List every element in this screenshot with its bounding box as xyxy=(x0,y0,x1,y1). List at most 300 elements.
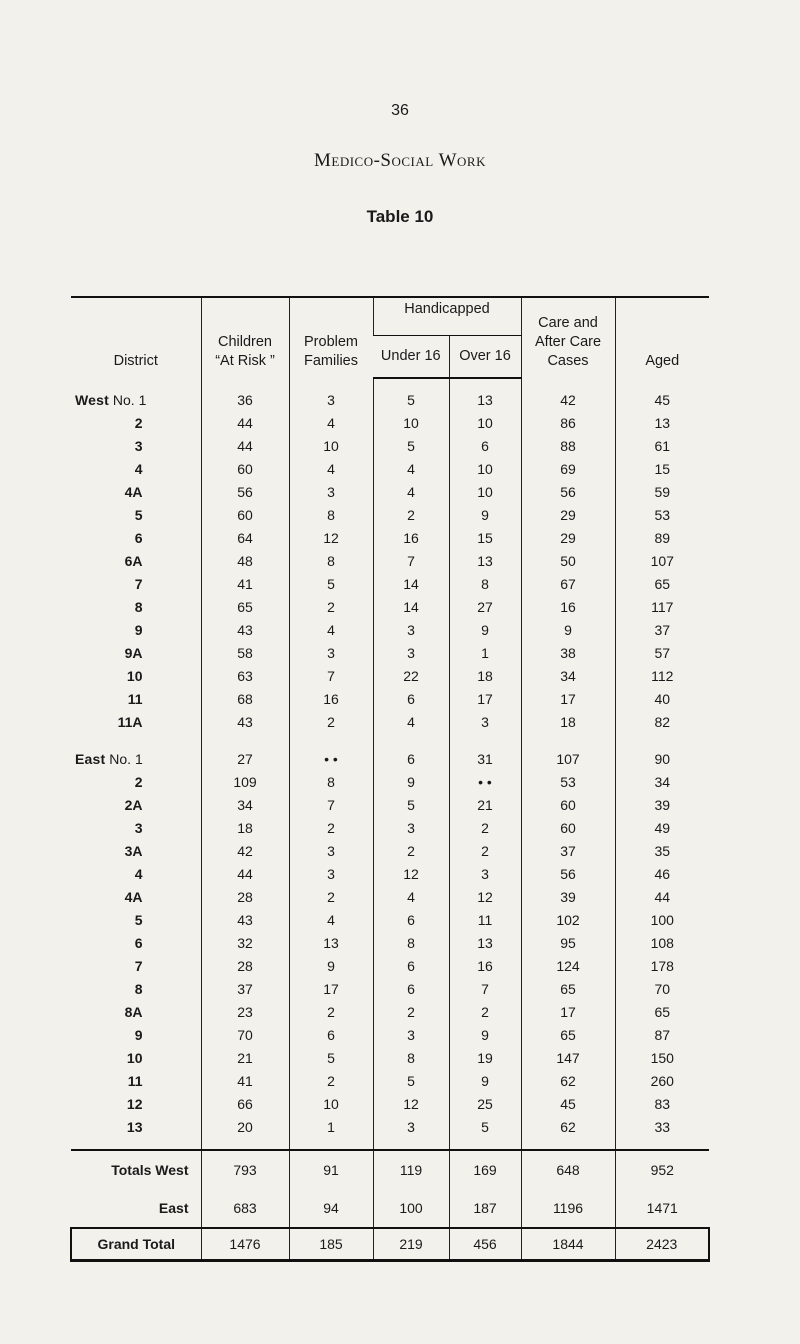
east-district-row xyxy=(71,1070,709,1093)
cell-care: 65 xyxy=(521,978,615,1001)
cell-aged: 112 xyxy=(615,665,709,688)
cell-over16: 3 xyxy=(449,711,521,734)
cell-problem: 8 xyxy=(289,550,373,573)
cell-under16: 4 xyxy=(373,481,449,504)
cell-problem: 5 xyxy=(289,1047,373,1070)
cell-district: 12 xyxy=(126,1096,143,1112)
table-title: Table 10 xyxy=(366,207,434,226)
cell-under16: 4 xyxy=(373,458,449,481)
cell-district: 13 xyxy=(126,1119,143,1135)
cell-aged: 178 xyxy=(615,955,709,978)
west-district-row xyxy=(71,435,709,458)
cell-district: 11 xyxy=(127,691,143,707)
cell-over16: 16 xyxy=(449,955,521,978)
totals-east-under16: 100 xyxy=(373,1189,449,1228)
cell-problem: 7 xyxy=(289,794,373,817)
cell-aged: 70 xyxy=(615,978,709,1001)
cell-children: 63 xyxy=(201,665,289,688)
cell-care: 29 xyxy=(521,504,615,527)
cell-problem: 12 xyxy=(289,527,373,550)
cell-problem: 3 xyxy=(289,863,373,886)
cell-over16: 2 xyxy=(449,1001,521,1024)
cell-under16: 3 xyxy=(373,817,449,840)
cell-aged: 65 xyxy=(615,573,709,596)
east-region-label: East xyxy=(75,751,106,767)
cell-children: 60 xyxy=(201,504,289,527)
cell-aged: 117 xyxy=(615,596,709,619)
west-district-row xyxy=(71,527,709,550)
cell-over16: 9 xyxy=(449,504,521,527)
header-handicapped: Handicapped xyxy=(373,297,521,336)
cell-district: 4 xyxy=(134,866,143,882)
cell-children: 48 xyxy=(201,550,289,573)
cell-aged: 83 xyxy=(615,1093,709,1116)
cell-care: 102 xyxy=(521,909,615,932)
totals-west-care: 648 xyxy=(521,1150,615,1189)
cell-problem: 4 xyxy=(289,458,373,481)
cell-care: 53 xyxy=(521,771,615,794)
grand-total-over16: 456 xyxy=(449,1228,521,1261)
cell-under16: 3 xyxy=(373,642,449,665)
cell-district: 2 xyxy=(134,415,143,431)
cell-children: 56 xyxy=(201,481,289,504)
west-district-row xyxy=(71,711,709,734)
cell-care: 107 xyxy=(521,748,615,771)
cell-care: 56 xyxy=(521,863,615,886)
cell-district: 10 xyxy=(126,668,143,684)
cell-district: 3 xyxy=(134,438,143,454)
cell-over16: 10 xyxy=(449,458,521,481)
cell-over16: 9 xyxy=(449,1024,521,1047)
cell-over16: 13 xyxy=(449,389,521,412)
cell-children: 43 xyxy=(201,619,289,642)
cell-children: 41 xyxy=(201,1070,289,1093)
cell-care: 56 xyxy=(521,481,615,504)
header-children-at-risk xyxy=(201,297,289,378)
cell-district: 2 xyxy=(134,774,143,790)
east-district-row xyxy=(71,932,709,955)
cell-children: 109 xyxy=(201,771,289,794)
header-care-line2: After Care xyxy=(534,334,602,350)
cell-care: 60 xyxy=(521,817,615,840)
cell-under16: 4 xyxy=(373,886,449,909)
cell-care: 29 xyxy=(521,527,615,550)
cell-district: 4A xyxy=(124,484,143,500)
west-district-row xyxy=(71,550,709,573)
east-district-row xyxy=(71,886,709,909)
east-district-row xyxy=(71,1024,709,1047)
cell-problem: 2 xyxy=(289,1001,373,1024)
district-number: No. 1 xyxy=(109,751,143,767)
cell-problem: 3 xyxy=(289,642,373,665)
cell-care: 16 xyxy=(521,596,615,619)
cell-problem: 10 xyxy=(289,435,373,458)
cell-care: 42 xyxy=(521,389,615,412)
cell-aged: 61 xyxy=(615,435,709,458)
cell-aged: 90 xyxy=(615,748,709,771)
cell-over16: 19 xyxy=(449,1047,521,1070)
document-title: Medico-Social Work xyxy=(313,150,486,171)
cell-problem: 8 xyxy=(289,771,373,794)
cell-under16: 22 xyxy=(373,665,449,688)
cell-over16: 10 xyxy=(449,412,521,435)
cell-over16: 15 xyxy=(449,527,521,550)
east-district-row xyxy=(71,955,709,978)
cell-over16: 9 xyxy=(449,619,521,642)
cell-over16: 8 xyxy=(449,573,521,596)
cell-district: 10 xyxy=(126,1050,143,1066)
cell-problem: 13 xyxy=(289,932,373,955)
west-district-row xyxy=(71,481,709,504)
totals-east-over16: 187 xyxy=(449,1189,521,1228)
cell-problem: 9 xyxy=(289,955,373,978)
cell-care: 69 xyxy=(521,458,615,481)
cell-problem: 5 xyxy=(289,573,373,596)
cell-under16: 12 xyxy=(373,1093,449,1116)
cell-over16: 1 xyxy=(449,642,521,665)
cell-aged: 39 xyxy=(615,794,709,817)
cell-district: 8 xyxy=(134,599,143,615)
cell-under16: 6 xyxy=(373,978,449,1001)
header-children-line2: “At Risk ” xyxy=(215,353,275,369)
cell-under16: 2 xyxy=(373,840,449,863)
east-district-row xyxy=(71,863,709,886)
totals-west-children: 793 xyxy=(201,1150,289,1189)
cell-under16: 6 xyxy=(373,955,449,978)
totals-west-over16: 169 xyxy=(449,1150,521,1189)
cell-children: 34 xyxy=(201,794,289,817)
cell-under16: 7 xyxy=(373,550,449,573)
cell-district xyxy=(71,389,201,412)
cell-under16: 5 xyxy=(373,389,449,412)
cell-aged: 35 xyxy=(615,840,709,863)
cell-care: 17 xyxy=(521,1001,615,1024)
cell-under16: 6 xyxy=(373,688,449,711)
east-district-row xyxy=(71,978,709,1001)
west-district-row xyxy=(71,389,709,412)
cell-under16: 9 xyxy=(373,771,449,794)
grand-total-row xyxy=(71,1228,709,1261)
cell-over16: 2 xyxy=(449,817,521,840)
cell-aged: 89 xyxy=(615,527,709,550)
west-district-row xyxy=(71,596,709,619)
east-district-row xyxy=(71,748,709,771)
header-care-line1: Care and xyxy=(538,315,598,331)
cell-children: 44 xyxy=(201,435,289,458)
cell-children: 42 xyxy=(201,840,289,863)
east-district-row xyxy=(71,794,709,817)
cell-aged: 49 xyxy=(615,817,709,840)
header-problem-line2: Families xyxy=(304,353,358,369)
cell-over16: 21 xyxy=(449,794,521,817)
table-totals xyxy=(71,1150,709,1261)
grand-total-under16: 219 xyxy=(373,1228,449,1261)
cell-care: 62 xyxy=(521,1116,615,1139)
cell-over16: 3 xyxy=(449,863,521,886)
cell-children: 36 xyxy=(201,389,289,412)
cell-children: 60 xyxy=(201,458,289,481)
cell-problem: 6 xyxy=(289,1024,373,1047)
totals-west-label: Totals West xyxy=(71,1150,201,1189)
cell-care: 124 xyxy=(521,955,615,978)
cell-care: 65 xyxy=(521,1024,615,1047)
cell-care: 50 xyxy=(521,550,615,573)
cell-aged: 100 xyxy=(615,909,709,932)
west-district-row xyxy=(71,573,709,596)
cell-under16: 14 xyxy=(373,573,449,596)
cell-district: 7 xyxy=(134,958,143,974)
totals-east-children: 683 xyxy=(201,1189,289,1228)
cell-aged: 34 xyxy=(615,771,709,794)
cell-problem: 3 xyxy=(289,389,373,412)
cell-children: 68 xyxy=(201,688,289,711)
cell-care: 86 xyxy=(521,412,615,435)
west-district-row xyxy=(71,504,709,527)
cell-children: 41 xyxy=(201,573,289,596)
totals-east-row xyxy=(71,1189,709,1228)
cell-over16: 7 xyxy=(449,978,521,1001)
cell-district: 9 xyxy=(134,1027,143,1043)
cell-under16: 3 xyxy=(373,1116,449,1139)
cell-over16: 18 xyxy=(449,665,521,688)
grand-total-aged: 2423 xyxy=(615,1228,709,1261)
cell-care: 45 xyxy=(521,1093,615,1116)
cell-problem: 8 xyxy=(289,504,373,527)
cell-children: 65 xyxy=(201,596,289,619)
cell-over16: • • xyxy=(449,771,521,794)
east-district-row xyxy=(71,909,709,932)
cell-aged: 59 xyxy=(615,481,709,504)
west-district-row xyxy=(71,665,709,688)
cell-under16: 3 xyxy=(373,619,449,642)
cell-problem: 4 xyxy=(289,909,373,932)
grand-total-label: Grand Total xyxy=(71,1228,201,1261)
totals-east-label: East xyxy=(158,1200,189,1216)
cell-care: 38 xyxy=(521,642,615,665)
cell-problem: 3 xyxy=(289,840,373,863)
cell-children: 66 xyxy=(201,1093,289,1116)
cell-over16: 5 xyxy=(449,1116,521,1139)
cell-district: 8 xyxy=(134,981,143,997)
cell-care: 95 xyxy=(521,932,615,955)
cell-aged: 108 xyxy=(615,932,709,955)
east-district-row xyxy=(71,840,709,863)
cell-problem: 2 xyxy=(289,1070,373,1093)
cell-district: 6 xyxy=(134,530,143,546)
cell-over16: 11 xyxy=(449,909,521,932)
cell-over16: 13 xyxy=(449,932,521,955)
cell-children: 44 xyxy=(201,863,289,886)
cell-aged: 150 xyxy=(615,1047,709,1070)
cell-problem: • • xyxy=(289,748,373,771)
cell-problem: 2 xyxy=(289,817,373,840)
cell-under16: 8 xyxy=(373,1047,449,1070)
cell-over16: 6 xyxy=(449,435,521,458)
cell-care: 17 xyxy=(521,688,615,711)
cell-children: 44 xyxy=(201,412,289,435)
cell-district: 6 xyxy=(134,935,143,951)
cell-district: 6A xyxy=(124,553,143,569)
cell-children: 70 xyxy=(201,1024,289,1047)
cell-over16: 25 xyxy=(449,1093,521,1116)
cell-aged: 37 xyxy=(615,619,709,642)
east-district-row xyxy=(71,1001,709,1024)
totals-east-problem: 94 xyxy=(289,1189,373,1228)
cell-district: 3A xyxy=(124,843,143,859)
cell-children: 21 xyxy=(201,1047,289,1070)
cell-under16: 8 xyxy=(373,932,449,955)
cell-over16: 9 xyxy=(449,1070,521,1093)
cell-under16: 5 xyxy=(373,794,449,817)
cell-district: 9 xyxy=(134,622,143,638)
table-header xyxy=(71,297,709,378)
cell-aged: 33 xyxy=(615,1116,709,1139)
cell-children: 37 xyxy=(201,978,289,1001)
cell-district: 9A xyxy=(124,645,143,661)
west-district-row xyxy=(71,458,709,481)
cell-district: 4A xyxy=(124,889,143,905)
west-district-row xyxy=(71,412,709,435)
cell-aged: 65 xyxy=(615,1001,709,1024)
cell-district: 3 xyxy=(134,820,143,836)
cell-aged: 57 xyxy=(615,642,709,665)
cell-problem: 3 xyxy=(289,481,373,504)
header-aged: Aged xyxy=(615,297,709,378)
cell-care: 147 xyxy=(521,1047,615,1070)
grand-total-children: 1476 xyxy=(201,1228,289,1261)
page-number: 36 xyxy=(391,102,409,119)
totals-west-problem: 91 xyxy=(289,1150,373,1189)
cell-problem: 10 xyxy=(289,1093,373,1116)
cell-aged: 260 xyxy=(615,1070,709,1093)
totals-east-aged: 1471 xyxy=(615,1189,709,1228)
totals-west-aged: 952 xyxy=(615,1150,709,1189)
cell-under16: 2 xyxy=(373,1001,449,1024)
medico-social-table xyxy=(70,296,710,1262)
cell-over16: 31 xyxy=(449,748,521,771)
cell-aged: 40 xyxy=(615,688,709,711)
header-under-16: Under 16 xyxy=(373,336,449,379)
cell-problem: 7 xyxy=(289,665,373,688)
cell-children: 32 xyxy=(201,932,289,955)
cell-under16: 16 xyxy=(373,527,449,550)
cell-children: 28 xyxy=(201,886,289,909)
cell-children: 64 xyxy=(201,527,289,550)
cell-over16: 13 xyxy=(449,550,521,573)
grand-total-problem: 185 xyxy=(289,1228,373,1261)
cell-district: 2A xyxy=(124,797,143,813)
cell-over16: 27 xyxy=(449,596,521,619)
cell-under16: 12 xyxy=(373,863,449,886)
totals-east-care: 1196 xyxy=(521,1189,615,1228)
cell-district: 11A xyxy=(117,714,143,730)
cell-problem: 4 xyxy=(289,412,373,435)
cell-children: 27 xyxy=(201,748,289,771)
east-district-row xyxy=(71,771,709,794)
cell-care: 34 xyxy=(521,665,615,688)
table-body xyxy=(71,378,709,1150)
header-problem-line1: Problem xyxy=(304,334,358,350)
east-district-row xyxy=(71,1116,709,1139)
cell-problem: 1 xyxy=(289,1116,373,1139)
cell-care: 37 xyxy=(521,840,615,863)
cell-under16: 6 xyxy=(373,748,449,771)
header-children-line1: Children xyxy=(218,334,272,350)
cell-aged: 107 xyxy=(615,550,709,573)
cell-care: 88 xyxy=(521,435,615,458)
cell-children: 43 xyxy=(201,711,289,734)
east-district-row xyxy=(71,817,709,840)
cell-children: 20 xyxy=(201,1116,289,1139)
cell-aged: 87 xyxy=(615,1024,709,1047)
cell-problem: 4 xyxy=(289,619,373,642)
cell-over16: 10 xyxy=(449,481,521,504)
cell-care: 60 xyxy=(521,794,615,817)
west-district-row xyxy=(71,642,709,665)
cell-aged: 82 xyxy=(615,711,709,734)
cell-district: 5 xyxy=(134,912,143,928)
cell-care: 39 xyxy=(521,886,615,909)
header-care-line3: Cases xyxy=(547,353,589,369)
cell-district: 11 xyxy=(127,1073,143,1089)
west-district-row xyxy=(71,688,709,711)
west-district-row xyxy=(71,619,709,642)
cell-district: 8A xyxy=(124,1004,143,1020)
cell-care: 62 xyxy=(521,1070,615,1093)
cell-aged: 45 xyxy=(615,389,709,412)
cell-aged: 13 xyxy=(615,412,709,435)
totals-west-row xyxy=(71,1150,709,1189)
cell-children: 28 xyxy=(201,955,289,978)
cell-district: 7 xyxy=(134,576,143,592)
cell-under16: 4 xyxy=(373,711,449,734)
cell-care: 18 xyxy=(521,711,615,734)
cell-aged: 53 xyxy=(615,504,709,527)
cell-under16: 3 xyxy=(373,1024,449,1047)
cell-aged: 46 xyxy=(615,863,709,886)
cell-over16: 17 xyxy=(449,688,521,711)
cell-under16: 5 xyxy=(373,435,449,458)
cell-care: 67 xyxy=(521,573,615,596)
east-district-row xyxy=(71,1093,709,1116)
district-number: No. 1 xyxy=(112,392,147,408)
cell-under16: 10 xyxy=(373,412,449,435)
grand-total-care: 1844 xyxy=(521,1228,615,1261)
east-district-row xyxy=(71,1047,709,1070)
cell-children: 18 xyxy=(201,817,289,840)
cell-children: 23 xyxy=(201,1001,289,1024)
cell-aged: 15 xyxy=(615,458,709,481)
cell-under16: 14 xyxy=(373,596,449,619)
cell-care: 9 xyxy=(521,619,615,642)
cell-problem: 2 xyxy=(289,711,373,734)
west-region-label: West xyxy=(75,392,109,408)
cell-district: 5 xyxy=(134,507,143,523)
cell-problem: 16 xyxy=(289,688,373,711)
cell-district: 4 xyxy=(134,461,143,477)
cell-under16: 6 xyxy=(373,909,449,932)
cell-problem: 17 xyxy=(289,978,373,1001)
cell-district xyxy=(71,748,201,771)
cell-under16: 2 xyxy=(373,504,449,527)
cell-over16: 2 xyxy=(449,840,521,863)
cell-children: 58 xyxy=(201,642,289,665)
totals-west-under16: 119 xyxy=(373,1150,449,1189)
cell-problem: 2 xyxy=(289,886,373,909)
cell-over16: 12 xyxy=(449,886,521,909)
header-over-16: Over 16 xyxy=(449,336,521,379)
header-care-after-care xyxy=(521,297,615,378)
